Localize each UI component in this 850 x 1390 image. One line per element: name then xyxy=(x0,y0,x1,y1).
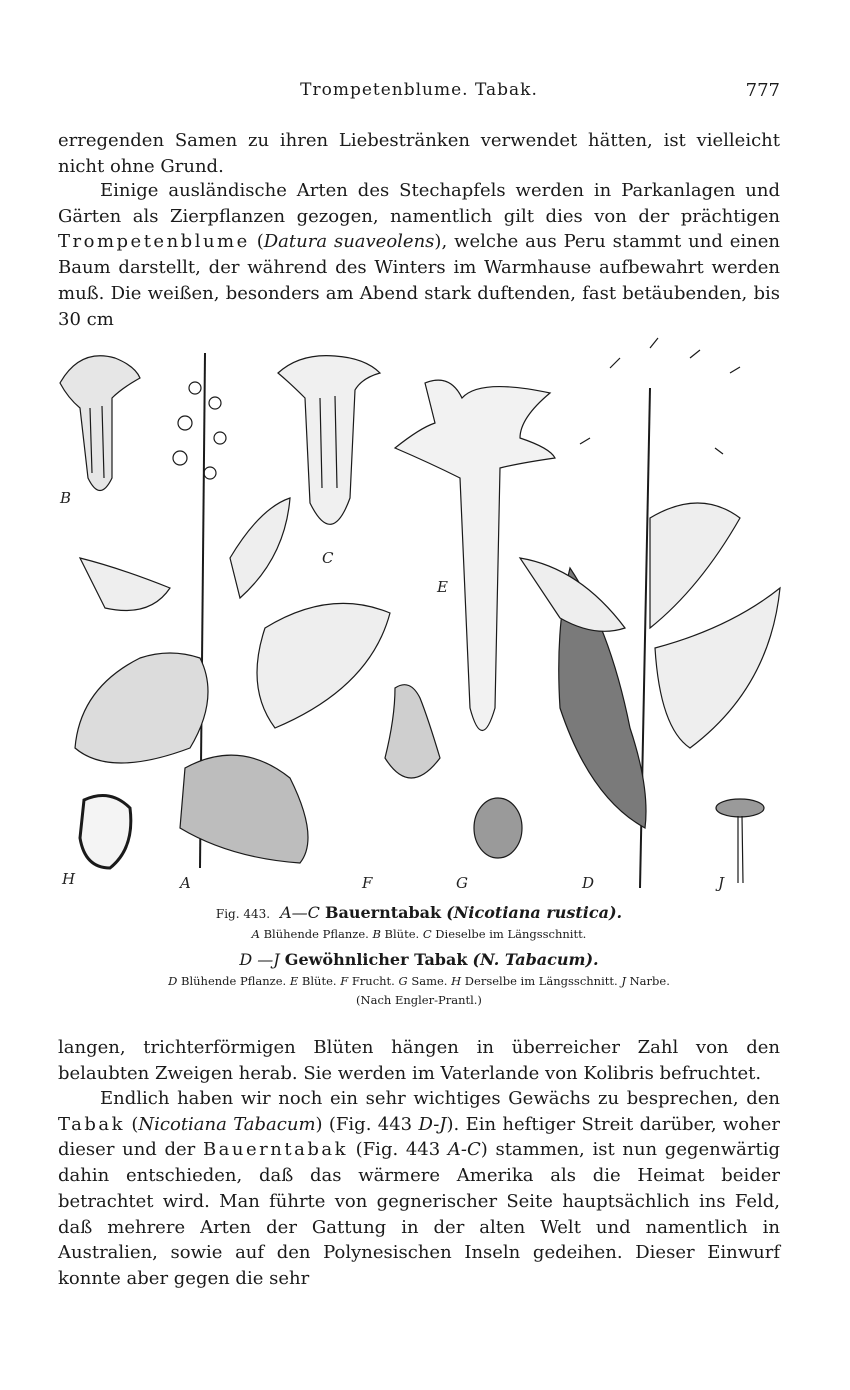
paragraph-flowers: langen, trichterförmigen Blüten hängen in überreicher Zahl von den belaubten Zweigen herab. Sie werden im Vaterlande von Kolibris befruchtet. xyxy=(58,1037,780,1084)
caption-line-3 xyxy=(58,950,780,969)
text-run: Einige ausländische Arten des Stechapfels werden in Parkanlagen und Gärten als Zierpflanzen gezogen, namentlich gilt dies von der prächtigen xyxy=(58,180,780,227)
label-a: A xyxy=(180,874,191,892)
caption-desc: Blüte. xyxy=(301,974,337,988)
figure-ref-a-c: A-C xyxy=(447,1139,481,1161)
label-c: C xyxy=(322,549,334,567)
term-trompetenblume: Trompetenblume xyxy=(58,231,250,253)
caption-desc: Same. xyxy=(411,974,448,988)
term-tabak: Tabak xyxy=(58,1113,126,1135)
caption-desc: Frucht. xyxy=(351,974,395,988)
caption-key: E xyxy=(289,974,299,988)
caption-bauerntabak: Bauerntabak xyxy=(324,903,442,922)
caption-desc: Dieselbe im Längsschnitt. xyxy=(435,927,587,941)
label-h: H xyxy=(62,870,76,888)
text-run: (Fig. 443 xyxy=(355,1139,441,1161)
latin-datura-suaveolens: Datura suaveolens xyxy=(263,231,435,253)
caption-source: (Nach Engler-Prantl.) xyxy=(356,993,482,1007)
caption-key: H xyxy=(451,974,462,988)
running-title: Trompetenblume. Tabak. xyxy=(300,80,538,100)
caption-key: F xyxy=(340,974,349,988)
text-run: ) stammen, ist nun gegenwärtig dahin entschieden, daß das wärmere Amerika als die Heimat beider betrachtet wird. Man führte von gegnerischer Seite hauptsächlich ins Feld, daß mehrere Arten der Gattung in der alten Welt und namentlich in Australien, sowie auf den Polynesischen Inseln gedeihen. Dieser Einwurf konnte aber gegen die sehr xyxy=(58,1139,780,1289)
latin-nicotiana-tabacum: Nicotiana Tabacum xyxy=(138,1113,316,1135)
caption-line-4 xyxy=(58,974,780,988)
caption-latin-rustica: (Nicotiana rustica). xyxy=(446,903,623,922)
caption-desc: Blühende Pflanze. xyxy=(263,927,369,941)
text-run: Endlich haben wir noch ein sehr wichtiges Gewächs zu besprechen, den xyxy=(100,1088,780,1109)
caption-gewoehnlicher-tabak: Gewöhnlicher Tabak xyxy=(284,950,468,969)
caption-line-2 xyxy=(58,927,780,941)
flower-c-drawing xyxy=(278,356,380,525)
page-number: 777 xyxy=(745,80,780,101)
figure-443-illustration xyxy=(50,328,790,898)
caption-desc: Blühende Pflanze. xyxy=(181,974,287,988)
page-header xyxy=(58,80,780,104)
paragraph-continuation: erregenden Samen zu ihren Liebestränken verwendet hätten, ist vielleicht nicht ohne Grund. xyxy=(58,130,780,177)
label-j: J xyxy=(718,874,725,892)
label-d: D xyxy=(582,874,595,892)
caption-key: A xyxy=(251,927,260,941)
caption-line-1 xyxy=(58,903,780,922)
paragraph-datura xyxy=(58,178,780,332)
label-e: E xyxy=(437,578,448,596)
caption-key: G xyxy=(398,974,408,988)
text-run: ( xyxy=(131,1113,139,1135)
caption-range-d-j: D —J xyxy=(239,950,280,969)
caption-latin-tabacum: (N. Tabacum). xyxy=(472,950,599,969)
caption-desc: Derselbe im Längsschnitt. xyxy=(464,974,618,988)
text-run: ( xyxy=(256,231,264,253)
paragraph-tabak xyxy=(58,1086,780,1292)
text-run: ) (Fig. 443 xyxy=(315,1113,413,1135)
caption-key: B xyxy=(372,927,381,941)
caption-range-a-c: A—C xyxy=(280,903,320,922)
figure-ref-d-j: D-J xyxy=(418,1113,447,1135)
caption-key: C xyxy=(422,927,432,941)
caption-key: J xyxy=(621,974,626,988)
label-f: F xyxy=(362,874,373,892)
figure-number: Fig. 443. xyxy=(215,907,271,921)
caption-desc: Blüte. xyxy=(384,927,420,941)
botanical-illustration xyxy=(50,328,790,898)
label-b: B xyxy=(60,489,72,507)
stigma-j-drawing xyxy=(716,799,764,883)
text-run: ), welche aus Peru stammt und einen Baum darstellt, der während des Winters im Warmhause aufbewahrt werden muß. Die weißen, besonders am Abend stark duftenden, fast betäubenden, bis 30 cm xyxy=(58,231,780,330)
text-run: ). Ein heftiger Streit darüber, woher dieser und der xyxy=(58,1113,780,1161)
caption-desc: Narbe. xyxy=(629,974,670,988)
seed-g-drawing xyxy=(474,798,522,858)
flower-b-drawing xyxy=(60,356,140,491)
fruit-f-drawing xyxy=(385,685,440,778)
label-g: G xyxy=(456,874,468,892)
term-bauerntabak: Bauerntabak xyxy=(202,1139,348,1161)
seed-section-h-drawing xyxy=(80,796,131,869)
flower-e-drawing xyxy=(395,380,555,730)
caption-key: D xyxy=(168,974,178,988)
